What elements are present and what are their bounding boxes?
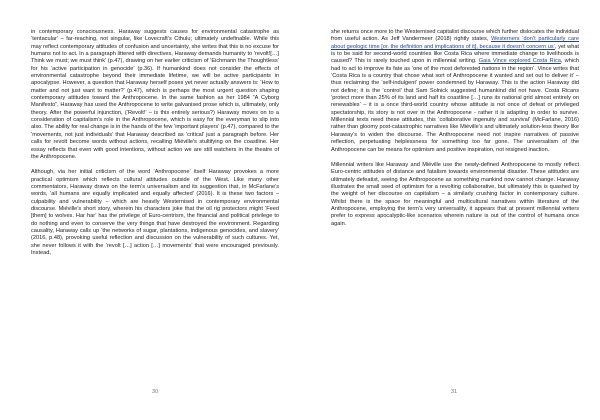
left-page-number: 30 [151,389,159,395]
left-paragraph-1: in contemporary consciousness. Haraway suggests causes for environmental catastrophe as ‘tentacular’ – far-reaching, not singular, like Lovecraft’s Cthulu; ultimately undefinable. While this may reflect contemporary attitudes of confusion and uncertainty, she writes that this is no excuse for humans not to act. In a paragraph littered with directives, Haraway demands humanity to ‘revolt![…] Think we must; we must think’ (p.47), drawing on her earlier criticism of ‘Eichmann the Thoughtless’ for his ‘active participation in genocide’ (p.36). If humankind does not consider the effects of environmental catastrophe beyond their immediate lifetime, we will be active participants in apocalypse. However, a question that Haraway herself poses yet never actually answers is: ‘How to matter and not just want to matter?’ (p.47), which is perhaps the most urgent question shaping contemporary attitudes toward the Anthropocene. In the same fashion as her 1984 “A Cyborg Manifesto”, Haraway has used the Anthropocene to write galvanised prose which is, ultimately, only theory. After the powerful injunction, (‘Revolt!’ – is this entirely serious?) Haraway moves on to a consideration of capitalism’s role in the Anthropocene, which is easy for the everyman to slip into also. The ability for real change is in the hands of the few ‘important players’ (p.47), compared to the ‘movements, not just individuals’ that Haraway described as ‘critical’ just a paragraph before. Her calls for revolt become words without actions, recalling Miéville’s stultifying on the coastline. Her essay reflects that even with good intentions, without action we are still watchers in the theatre of the Anthropocene. [31,29,279,160]
left-page [31,29,279,257]
right-paragraph-1-text-a: she returns once more to the Westernised capitalist discourse which further dislocates the individual from useful action. As Jeff Vandermeer (2018) rightly states, [331,29,579,43]
left-paragraph-2: Although, via her initial criticism of the word ‘Anthropocene’ itself Haraway provokes a more practical optimism which reflects cultural attitudes outside of the West. Like many other commentators, Haraway draws on the term’s universalism and its suggestion that, in McFarlane’s words, ‘all humans are equally implicated and equally affected’ (2016). It is these two factors – culpability and vulnerability – which are heavily Westernised in contemporary environmental discourse. Miéville’s short story, wherein his characters joke that the oil rig protectors might ‘Feed [them] to wolves. Har har’ has the privilege of Euro-centrism, the financial and political privilege to do nothing and even to conserve the very things that have destroyed the environment. Regarding causality, Haraway calls up ‘the networks of sugar, plantations, indigenous genocides, and slavery’ (2016, p.48), provoking useful reflection and discussion on the vulnerability of such cultures. Yet, she never follows it with the ‘revolt […] action […] movements’ that were encouraged previously. Instead, [31,169,279,256]
right-paragraph-1-text-c: , which had to act to improve its fate as ‘one of the most deforested nations in the region’. Vince writes that ‘Costa Rica is a country that chose what sort of Anthropocene it wanted and set out to deliver it’ – thus reclaiming the ‘self-indulgent’ power condemned by Haraway. This is the action Haraway did not define; it is the ‘control’ that Sam Solnick suggested humankind did not have. Costa Ricans ‘protect more than 25% of its land and half its coastline […] runs its national grid almost entirely on renewables’ – it is a once third-world country whose attitude is not once of defeat or privileged spectatorship, its story is not over in the Anthropocene - rather it is adapting in order to survive. Millennial texts need these attitudes, this ‘collaborative ingenuity and survival’ (McFarlane, 2016) rather than gloomy post-catastrophic narratives like Miéville’s and ultimately solution-less theory like Haraway’s to widen the discourse. The Anthropocene need not inspire narratives of passive reflection, perpetuating helplessness for something too far gone. The universalism of the Anthropocene can be means for optimism and positive inspiration, not resigned inaction. [331,58,579,153]
right-paragraph-1-text-b: , yet what is to be said for second-world countries like Costa Rica where immediate change to livelihoods is caused? This is rarely touched upon in millennial writing. [331,43,579,65]
right-page [331,29,579,228]
right-paragraph-1 [331,29,579,154]
vandermeer-quote-link[interactable]: Westerners ‘don’t particularly care about geologic time [or. the definition and implications of it], because it doesn’t concern us’ [331,36,579,50]
right-paragraph-2: Millennial writers like Haraway and Miéville use the newly-defined Anthropocene to mostly reflect Euro-centric attitudes of distance and fatalism towards environmental disaster. These attitudes are ultimately defeatist, seeing the Anthropocene as something mankind now cannot change. Haraway illustrates the small seed of optimism for a revolting collaborative, but ultimately this is quashed by the weight of her discourse on capitalism – a similarly crushing factor in contemporary culture. Whilst there is the space for meaningful and multicultural narratives within literature of the Anthropocene, employing the term’s very universality, it appears that at present millennial writers prefer to express apocalyptic-like scenarios wherein nature is out of the control of humans once again. [331,161,579,227]
gaia-vince-costa-rica-link[interactable]: Gaia Vince explored Costa Rica [478,58,561,65]
right-page-number: 31 [450,389,458,395]
